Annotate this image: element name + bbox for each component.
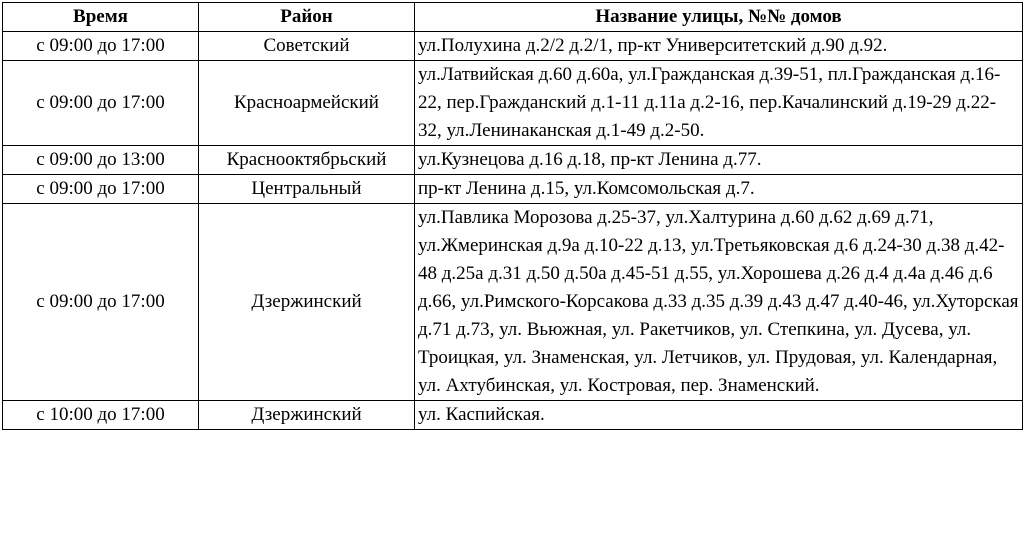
district-cell: Центральный bbox=[199, 175, 415, 204]
district-cell: Дзержинский bbox=[199, 401, 415, 430]
header-streets: Название улицы, №№ домов bbox=[415, 3, 1023, 32]
header-time: Время bbox=[3, 3, 199, 32]
time-cell: с 09:00 до 17:00 bbox=[3, 32, 199, 61]
district-cell: Красноармейский bbox=[199, 61, 415, 146]
streets-cell: ул. Каспийская. bbox=[415, 401, 1023, 430]
streets-cell: ул.Кузнецова д.16 д.18, пр-кт Ленина д.77. bbox=[415, 146, 1023, 175]
streets-cell: пр-кт Ленина д.15, ул.Комсомольская д.7. bbox=[415, 175, 1023, 204]
district-cell: Дзержинский bbox=[199, 204, 415, 401]
time-cell: с 09:00 до 13:00 bbox=[3, 146, 199, 175]
outage-schedule-table bbox=[2, 2, 1023, 430]
table-row bbox=[3, 401, 1023, 430]
district-cell: Советский bbox=[199, 32, 415, 61]
table-row bbox=[3, 61, 1023, 146]
time-cell: с 09:00 до 17:00 bbox=[3, 61, 199, 146]
time-cell: с 09:00 до 17:00 bbox=[3, 175, 199, 204]
header-district: Район bbox=[199, 3, 415, 32]
table-row bbox=[3, 175, 1023, 204]
district-cell: Краснооктябрьский bbox=[199, 146, 415, 175]
table-row bbox=[3, 146, 1023, 175]
time-cell: с 10:00 до 17:00 bbox=[3, 401, 199, 430]
time-cell: с 09:00 до 17:00 bbox=[3, 204, 199, 401]
streets-cell: ул.Латвийская д.60 д.60а, ул.Гражданская д.39-51, пл.Гражданская д.16-22, пер.Гражданский д.1-11 д.11а д.2-16, пер.Качалинский д.19-29 д.22-32, ул.Ленинаканская д.1-49 д.2-50. bbox=[415, 61, 1023, 146]
table-row bbox=[3, 204, 1023, 401]
streets-cell: ул.Павлика Морозова д.25-37, ул.Халтурина д.60 д.62 д.69 д.71, ул.Жмеринская д.9а д.10-22 д.13, ул.Третьяковская д.6 д.24-30 д.38 д.42-48 д.25а д.31 д.50 д.50а д.45-51 д.55, ул.Хорошева д.26 д.4 д.4а д.46 д.6 д.66, ул.Римского-Корсакова д.33 д.35 д.39 д.43 д.47 д.40-46, ул.Хуторская д.71 д.73, ул. Вьюжная, ул. Ракетчиков, ул. Степкина, ул. Дусева, ул. Троицкая, ул. Знаменская, ул. Летчиков, ул. Прудовая, ул. Календарная, ул. Ахтубинская, ул. Костровая, пер. Знаменский. bbox=[415, 204, 1023, 401]
streets-cell: ул.Полухина д.2/2 д.2/1, пр-кт Университетский д.90 д.92. bbox=[415, 32, 1023, 61]
table-row bbox=[3, 32, 1023, 61]
header-row bbox=[3, 3, 1023, 32]
